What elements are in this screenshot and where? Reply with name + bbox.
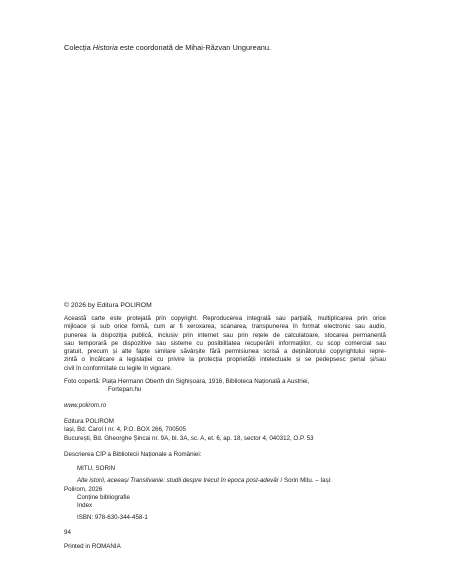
photo-credit-line: Foto copertă: Piața Hermann Oberth din Sighișoara, 1916, Biblioteca Națională a Austriei,	[64, 378, 310, 385]
legal-notice	[64, 315, 386, 373]
series-coordinator-note	[64, 43, 404, 53]
photo-credit-source: Fortepan.hu	[108, 386, 142, 394]
legal-line: civil în conformitate cu legile în vigoare.	[64, 364, 172, 372]
legal-line: Această carte este protejată prin copyright. Reproducerea integrală sau parțială, multiplicarea prin orice	[64, 315, 386, 322]
cip-heading: Descrierea CIP a Bibliotecii Naționale a României:	[64, 451, 202, 458]
legal-line: gratuit, precum și alte fapte similare săvârșite fără permisiunea scrisă a deținătorului copyrightului repre-	[64, 348, 386, 356]
copyright-line: © 2026 by Editura POLIROM	[64, 302, 152, 309]
publisher-iasi-address: Iași, Bd. Carol I nr. 4, P.O. BOX 266, 700505	[64, 426, 186, 434]
legal-line: punerea la dispoziția publică, inclusiv prin internet sau prin rețele de calculatoare, stocarea permanentă	[64, 331, 386, 339]
publisher-name: Editura POLIROM	[64, 418, 114, 425]
cover-photo-credit	[64, 378, 388, 395]
legal-line: sau temporară pe dispozitive sau sisteme cu posibilitatea recuperării informațiilor, cu scop comercial sau	[64, 339, 386, 347]
publisher-address	[64, 418, 388, 443]
cip-title-statement	[77, 477, 401, 485]
cip-responsibility: / Sorin Mitu. – Iași:	[280, 477, 332, 485]
publisher-bucuresti-address: București, Bd. Gheorghe Șincai nr. 9A, bl. 3A, sc. A, et. 6, ap. 18, sector 4, 040312, O.P. 53	[64, 434, 314, 442]
series-prefix: Colecția	[64, 43, 91, 52]
cip-record	[64, 465, 401, 523]
printed-in: Printed in ROMANIA	[64, 543, 121, 550]
series-name: Historia	[92, 43, 118, 52]
cip-imprint: Polirom, 2026	[64, 485, 103, 493]
cip-note-bibliography: Conține bibliografie	[77, 493, 130, 501]
legal-line: zintă o încălcare a legislației cu privire la protecția proprietății intelectuale și se pedepsesc penal și/sau	[64, 356, 386, 364]
cip-isbn: ISBN: 978-630-344-458-1	[77, 514, 148, 522]
cip-classification: 94	[64, 529, 71, 536]
cip-book-title: Alte istorii, aceeași Transilvanie: studii despre trecut în epoca post-adevăr	[77, 477, 279, 485]
legal-line: mijloace și sub orice formă, cum ar fi xeroxarea, scanarea, transpunerea în format electronic sau audio,	[64, 323, 386, 331]
publisher-website: www.polirom.ro	[64, 402, 107, 409]
series-suffix: este coordonată de Mihai-Răzvan Ungureanu.	[119, 43, 272, 52]
cip-note-index: Index	[77, 502, 93, 510]
cip-author: MITU, SORIN	[77, 465, 116, 472]
